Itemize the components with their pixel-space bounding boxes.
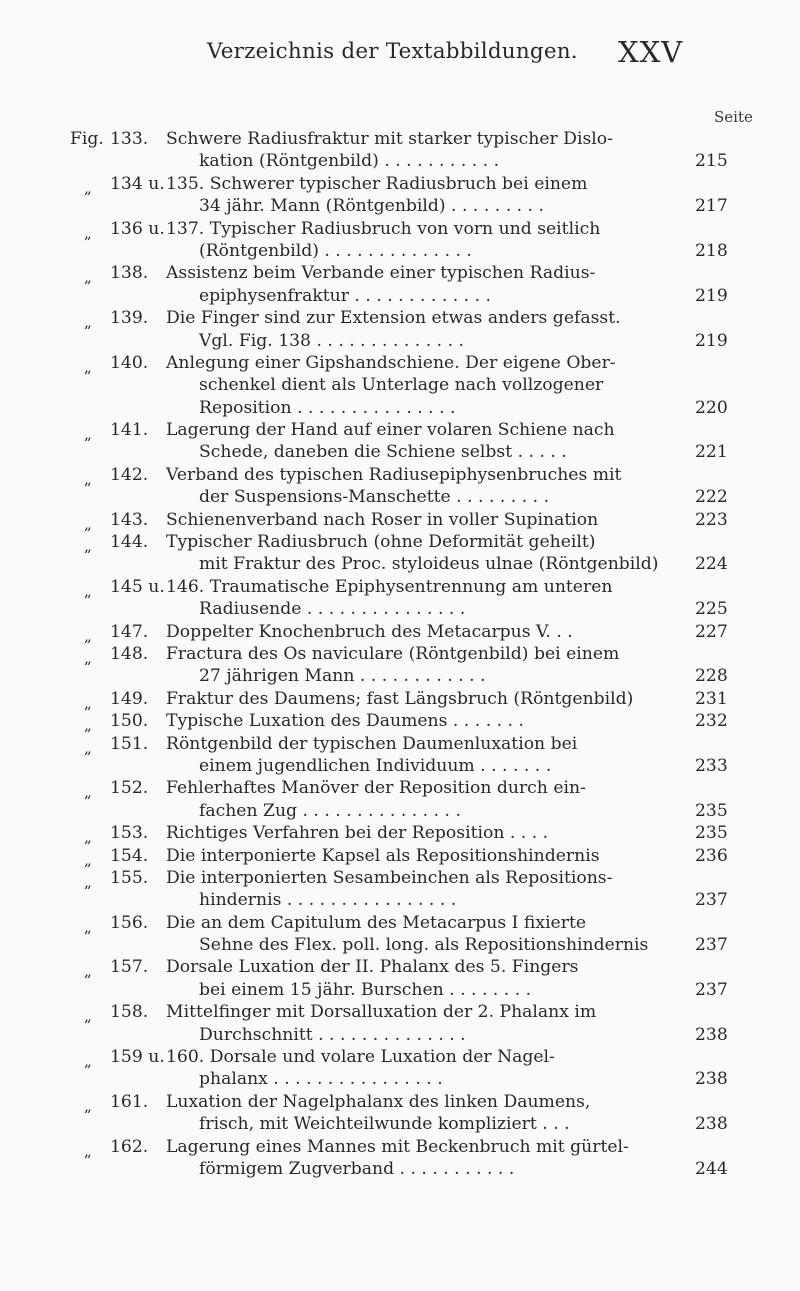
entry-first-line (0, 464, 800, 486)
entry-first-line (0, 352, 800, 374)
entry-first-line (0, 1136, 800, 1158)
entry-continuation-line (0, 374, 800, 396)
page-reference: 237 (695, 935, 728, 956)
figure-caption: 146. Traumatische Epiphysentrennung am unteren (166, 576, 613, 597)
figure-caption: Typische Luxation des Daumens . . . . . . . (166, 711, 524, 732)
figure-caption: fachen Zug . . . . . . . . . . . . . . . (199, 800, 461, 821)
ditto-mark: „ (84, 1007, 92, 1026)
figure-caption: 137. Typischer Radiusbruch von vorn und seitlich (166, 218, 601, 239)
entry-continuation-line (0, 397, 800, 419)
figure-entry (0, 128, 800, 173)
figure-number: 136 u. (110, 218, 165, 239)
entry-first-line (0, 733, 800, 755)
figure-caption: Assistenz beim Verbande einer typischen Radius- (166, 263, 596, 284)
figure-caption: Lagerung eines Mannes mit Beckenbruch mit gürtel- (166, 1136, 629, 1157)
page-reference: 237 (695, 890, 728, 911)
entry-first-line (0, 419, 800, 444)
ditto-mark: „ (84, 716, 92, 735)
figure-number: 145 u. (110, 576, 165, 597)
figure-number: 152. (110, 778, 149, 799)
figure-number: 142. (110, 464, 149, 485)
entry-continuation-line (0, 441, 800, 463)
entry-continuation-line (0, 598, 800, 620)
page-reference: 235 (695, 800, 728, 821)
page-reference: 219 (695, 285, 728, 306)
figure-caption: Mittelfinger mit Dorsalluxation der 2. Phalanx im (166, 1002, 597, 1023)
entry-first-line (0, 777, 800, 802)
entry-continuation-line (0, 195, 800, 217)
figure-entry (0, 777, 800, 822)
figure-caption: Dorsale Luxation der II. Phalanx des 5. Fingers (166, 957, 579, 978)
figure-caption: (Röntgenbild) . . . . . . . . . . . . . . (199, 240, 472, 261)
figure-entry (0, 643, 800, 688)
figure-number: 154. (110, 845, 149, 866)
figure-caption: 160. Dorsale und volare Luxation der Nagel- (166, 1047, 555, 1068)
figure-caption: Fraktur des Daumens; fast Längsbruch (Röntgenbild) (166, 688, 634, 709)
figure-entry (0, 956, 800, 1001)
figure-number: 143. (110, 509, 149, 530)
page-reference: 236 (695, 845, 728, 866)
page-reference: 238 (695, 1024, 728, 1045)
figure-caption: Durchschnitt . . . . . . . . . . . . . . (199, 1024, 466, 1045)
figure-caption: Richtiges Verfahren bei der Reposition . . . . (166, 823, 549, 844)
page-reference: 217 (695, 196, 728, 217)
figure-caption: Schwere Radiusfraktur mit starker typischer Dislo- (166, 129, 613, 149)
ditto-mark: „ (84, 828, 92, 847)
figure-caption: Die an dem Capitulum des Metacarpus I fixierte (166, 912, 587, 933)
figure-entry (0, 576, 800, 621)
page-reference: 222 (695, 487, 728, 508)
entry-first-line (0, 531, 800, 556)
page-reference: 218 (695, 240, 728, 261)
figure-entry (0, 262, 800, 307)
figure-caption: Reposition . . . . . . . . . . . . . . . (199, 397, 456, 418)
entry-first-line (0, 710, 800, 735)
entry-continuation-line (0, 330, 800, 352)
figure-caption: einem jugendlichen Individuum . . . . . . . (199, 755, 552, 776)
figure-entry (0, 531, 800, 576)
ditto-mark: „ (84, 537, 92, 556)
figure-entry (0, 621, 800, 643)
figure-caption: förmigem Zugverband . . . . . . . . . . . (199, 1158, 515, 1179)
figure-number: 147. (110, 621, 149, 642)
ditto-mark: „ (84, 962, 92, 981)
ditto-mark: „ (84, 178, 92, 197)
ditto-mark: „ (84, 514, 92, 533)
entry-first-line (0, 956, 800, 981)
page-header (0, 36, 800, 76)
page-reference: 228 (695, 666, 728, 687)
figure-number: 134 u. (110, 173, 165, 194)
entry-first-line (0, 1001, 800, 1026)
figure-caption: phalanx . . . . . . . . . . . . . . . . (199, 1069, 443, 1090)
figure-entry (0, 1046, 800, 1091)
figure-entry (0, 867, 800, 912)
entry-continuation-line (0, 285, 800, 307)
figure-caption: 34 jähr. Mann (Röntgenbild) . . . . . . . . . (199, 196, 544, 217)
figure-caption: frisch, mit Weichteilwunde kompliziert . . . (199, 1114, 570, 1135)
entry-first-line (0, 912, 800, 934)
figure-number: 159 u. (110, 1047, 165, 1068)
page-reference: 235 (695, 823, 728, 844)
figure-caption: hindernis . . . . . . . . . . . . . . . . (199, 890, 457, 911)
entry-continuation-line (0, 1158, 800, 1180)
figure-number: 141. (110, 420, 149, 441)
figure-caption: Die interponierten Sesambeinchen als Repositions- (166, 867, 613, 888)
entry-first-line (0, 643, 800, 665)
entry-continuation-line (0, 553, 800, 575)
figure-entry (0, 173, 800, 218)
entry-first-line (0, 688, 800, 710)
page-reference: 225 (695, 599, 728, 620)
entry-first-line (0, 262, 800, 287)
ditto-mark: „ (84, 223, 92, 242)
ditto-mark: „ (84, 626, 92, 645)
figure-number: 161. (110, 1091, 149, 1112)
figure-list (0, 128, 800, 1180)
ditto-mark: „ (84, 917, 92, 936)
entry-continuation-line (0, 486, 800, 508)
figure-number: 157. (110, 957, 149, 978)
figure-number: 156. (110, 912, 149, 933)
page-reference: 231 (695, 688, 728, 709)
page-reference: 227 (695, 621, 728, 642)
figure-entry (0, 509, 800, 531)
entry-first-line (0, 509, 800, 531)
ditto-mark: „ (84, 783, 92, 802)
page-reference: 215 (695, 151, 728, 172)
ditto-mark: „ (84, 872, 92, 891)
entry-continuation-line (0, 889, 800, 911)
figure-caption: Vgl. Fig. 138 . . . . . . . . . . . . . . (199, 330, 464, 351)
figure-caption: Verband des typischen Radiusepiphysenbruches mit (166, 464, 622, 485)
figure-entry (0, 1091, 800, 1136)
page-reference: 244 (695, 1158, 728, 1179)
entry-continuation-line (0, 665, 800, 687)
entry-first-line (0, 621, 800, 643)
figure-caption: 135. Schwerer typischer Radiusbruch bei einem (166, 173, 588, 194)
ditto-mark: „ (84, 469, 92, 488)
ditto-mark: „ (84, 581, 92, 600)
figure-number: 144. (110, 532, 149, 553)
page-reference: 232 (695, 711, 728, 732)
figure-caption: Röntgenbild der typischen Daumenluxation bei (166, 733, 578, 754)
ditto-mark: „ (84, 425, 92, 444)
entry-first-line (0, 307, 800, 332)
page-reference: 221 (695, 442, 728, 463)
figure-caption: bei einem 15 jähr. Burschen . . . . . . . . (199, 979, 532, 1000)
entry-first-line (0, 845, 800, 867)
figure-caption: Fractura des Os naviculare (Röntgenbild) bei einem (166, 643, 620, 664)
ditto-mark: „ (84, 268, 92, 287)
figure-entry (0, 419, 800, 464)
figure-caption: kation (Röntgenbild) . . . . . . . . . . . (199, 151, 500, 172)
figure-caption: Doppelter Knochenbruch des Metacarpus V. . . (166, 621, 573, 642)
figure-number: 150. (110, 711, 149, 732)
figure-entry (0, 218, 800, 263)
entry-first-line (0, 867, 800, 889)
ditto-mark: „ (84, 357, 92, 376)
page-reference: 223 (695, 509, 728, 530)
ditto-mark: „ (84, 1052, 92, 1071)
page-reference: 238 (695, 1069, 728, 1090)
figure-number: 151. (110, 733, 149, 754)
figure-caption: Die interponierte Kapsel als Repositionshindernis (166, 845, 600, 866)
ditto-mark: „ (84, 1096, 92, 1115)
figure-caption: der Suspensions-Manschette . . . . . . . . . (199, 487, 550, 508)
figure-entry (0, 1136, 800, 1181)
entry-continuation-line (0, 934, 800, 956)
page-reference: 220 (695, 397, 728, 418)
entry-first-line (0, 1091, 800, 1113)
page-reference: 219 (695, 330, 728, 351)
figure-number: 148. (110, 643, 149, 664)
ditto-mark: „ (84, 693, 92, 712)
entry-continuation-line (0, 240, 800, 262)
figure-caption: 27 jährigen Mann . . . . . . . . . . . . (199, 666, 486, 687)
figure-number: 155. (110, 867, 149, 888)
entry-continuation-line (0, 1024, 800, 1046)
figure-number: 133. (110, 129, 149, 149)
figure-caption: Typischer Radiusbruch (ohne Deformität geheilt) (166, 532, 596, 553)
page-reference: 233 (695, 755, 728, 776)
entry-first-line (0, 1046, 800, 1071)
figure-caption: Schienenverband nach Roser in voller Supination (166, 509, 599, 530)
ditto-mark: „ (84, 1141, 92, 1160)
figure-caption: Anlegung einer Gipshandschiene. Der eigene Ober- (166, 352, 616, 373)
figure-entry (0, 822, 800, 847)
figure-number: 140. (110, 352, 149, 373)
entry-continuation-line (0, 1068, 800, 1090)
figure-caption: Schede, daneben die Schiene selbst . . . . . (199, 442, 567, 463)
entry-first-line (0, 576, 800, 598)
page-number-roman: XXV (618, 35, 684, 69)
ditto-mark: „ (84, 738, 92, 757)
figure-entry (0, 710, 800, 735)
figure-number: 158. (110, 1002, 149, 1023)
figure-caption: epiphysenfraktur . . . . . . . . . . . . . (199, 285, 491, 306)
figure-entry (0, 352, 800, 419)
figure-number: 139. (110, 308, 149, 329)
figure-caption: Die Finger sind zur Extension etwas anders gefasst. (166, 308, 621, 329)
page-reference: 224 (695, 554, 728, 575)
figure-number: 138. (110, 263, 149, 284)
entry-continuation-line (0, 800, 800, 822)
figure-number: 153. (110, 823, 149, 844)
entry-first-line (0, 218, 800, 240)
ditto-mark: „ (84, 850, 92, 869)
running-title: Verzeichnis der Textabbildungen. (207, 39, 578, 64)
figure-caption: mit Fraktur des Proc. styloideus ulnae (Röntgenbild) (199, 554, 659, 575)
entry-first-line (0, 822, 800, 847)
page-column-label: Seite (714, 108, 753, 126)
figure-number: 162. (110, 1136, 149, 1157)
figure-number: 149. (110, 688, 149, 709)
entry-first-line (0, 173, 800, 195)
figure-entry (0, 1001, 800, 1046)
figure-entry (0, 733, 800, 778)
figure-entry (0, 845, 800, 867)
figure-caption: Radiusende . . . . . . . . . . . . . . . (199, 599, 466, 620)
entry-continuation-line (0, 755, 800, 777)
figure-entry (0, 688, 800, 710)
figure-caption: Luxation der Nagelphalanx des linken Daumens, (166, 1091, 591, 1112)
ditto-mark: „ (84, 313, 92, 332)
page-reference: 237 (695, 979, 728, 1000)
page-reference: 238 (695, 1114, 728, 1135)
figure-entry (0, 307, 800, 352)
figure-caption: schenkel dient als Unterlage nach vollzogener (199, 375, 604, 396)
ditto-mark: „ (84, 648, 92, 667)
figure-caption: Fehlerhaftes Manöver der Reposition durch ein- (166, 778, 586, 799)
entry-continuation-line (0, 1113, 800, 1135)
figure-entry (0, 464, 800, 509)
fig-prefix: Fig. (70, 129, 104, 149)
entry-continuation-line (0, 979, 800, 1001)
entry-first-line (0, 128, 800, 150)
entry-continuation-line (0, 150, 800, 172)
figure-caption: Sehne des Flex. poll. long. als Repositionshindernis (199, 935, 649, 956)
figure-caption: Lagerung der Hand auf einer volaren Schiene nach (166, 420, 615, 441)
figure-entry (0, 912, 800, 957)
